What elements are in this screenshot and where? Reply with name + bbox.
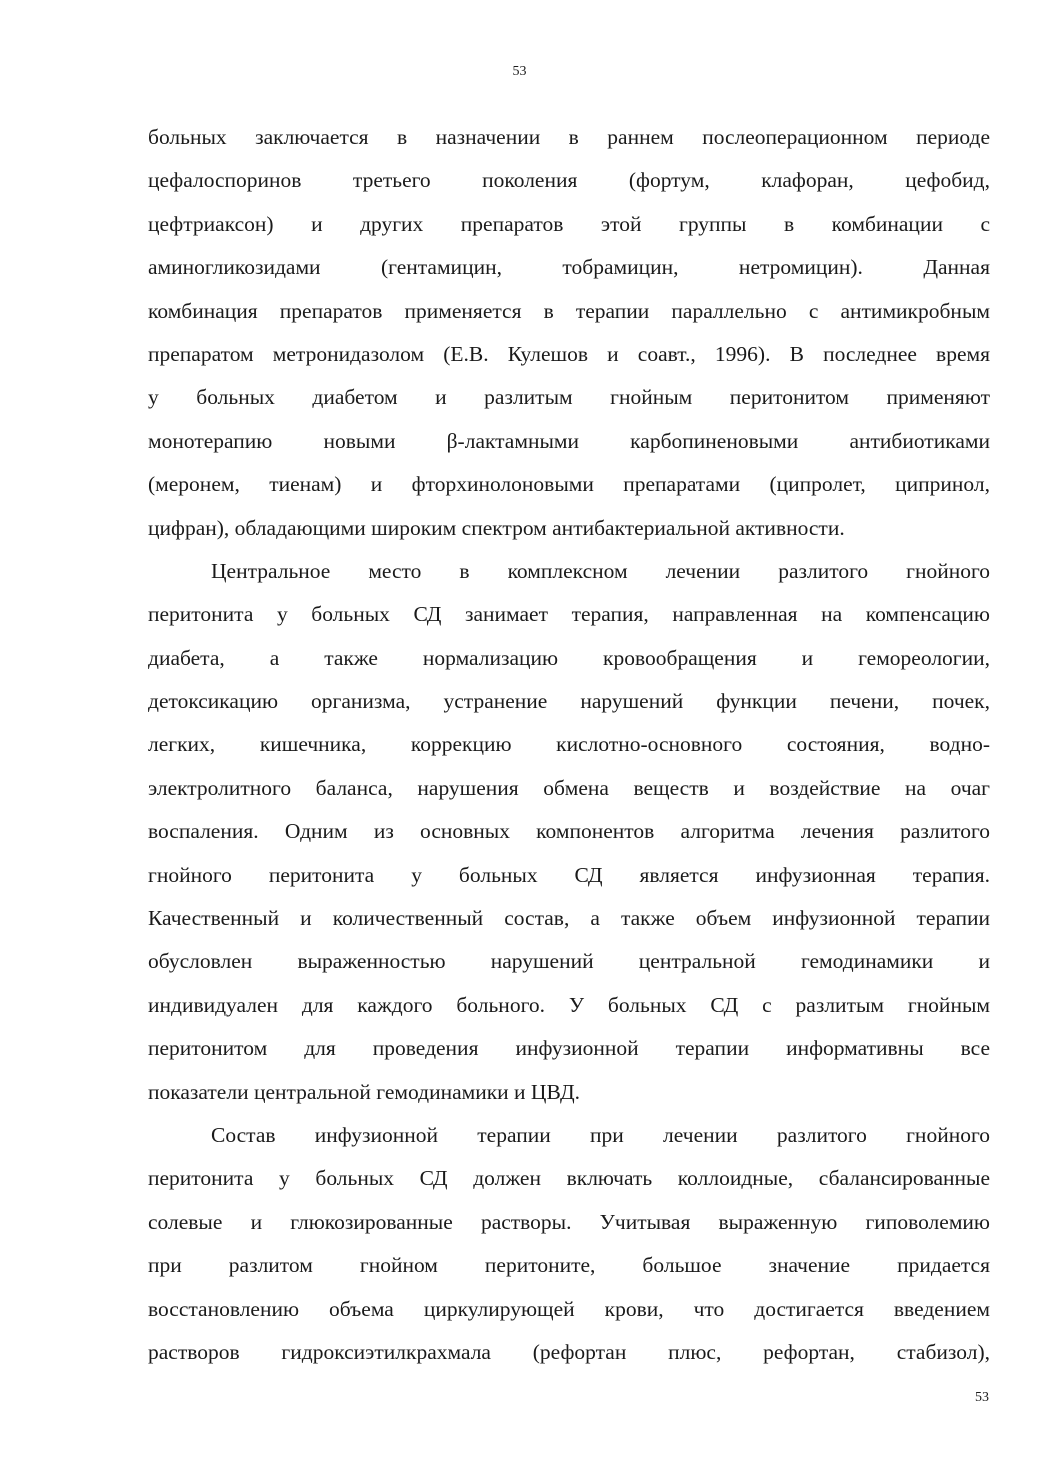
text-line: перитонита у больных СД занимает терапия, направленная на компенсацию xyxy=(148,602,990,627)
text-line: показатели центральной гемодинамики и ЦВД. xyxy=(148,1079,581,1104)
page-number-top: 53 xyxy=(512,64,527,79)
text-line: Центральное место в комплексном лечении разлитого гнойного xyxy=(211,558,990,583)
text-line: у больных диабетом и разлитым гнойным перитонитом применяют xyxy=(148,385,990,410)
text-line: цефтриаксон) и других препаратов этой группы в комбинации с xyxy=(148,211,990,236)
text-line: монотерапию новыми β-лактамными карбопиненовыми антибиотиками xyxy=(148,428,990,453)
text-line: цефалоспоринов третьего поколения (фортум, клафоран, цефобид, xyxy=(148,168,990,193)
text-line: солевые и глюкозированные растворы. Учитывая выраженную гиповолемию xyxy=(148,1209,990,1234)
text-line: электролитного баланса, нарушения обмена веществ и воздействие на очаг xyxy=(148,775,990,800)
text-line: индивидуален для каждого больного. У больных СД с разлитым гнойным xyxy=(148,992,990,1017)
text-line: комбинация препаратов применяется в терапии параллельно с антимикробным xyxy=(148,298,990,323)
text-line: перитонитом для проведения инфузионной терапии информативны все xyxy=(148,1036,990,1061)
text-line: перитонита у больных СД должен включать коллоидные, сбалансированные xyxy=(148,1166,990,1191)
paragraph xyxy=(148,550,990,1114)
text-line: препаратом метронидазолом (Е.В. Кулешов и соавт., 1996). В последнее время xyxy=(148,341,990,366)
text-line: детоксикацию организма, устранение нарушений функции печени, почек, xyxy=(148,689,990,714)
paragraph xyxy=(148,116,990,550)
text-line: воспаления. Одним из основных компонентов алгоритма лечения разлитого xyxy=(148,819,990,844)
page-number-bottom: 53 xyxy=(975,1390,989,1405)
paragraph xyxy=(148,1114,990,1374)
text-line: обусловлен выраженностью нарушений центральной гемодинамики и xyxy=(148,949,990,974)
text-line: Качественный и количественный состав, а также объем инфузионной терапии xyxy=(148,906,990,931)
text-line: аминогликозидами (гентамицин, тобрамицин, нетромицин). Данная xyxy=(148,255,990,280)
text-line: диабета, а также нормализацию кровообращения и гемореологии, xyxy=(148,645,990,670)
text-line: при разлитом гнойном перитоните, большое значение придается xyxy=(148,1253,990,1278)
text-line: Состав инфузионной терапии при лечении разлитого гнойного xyxy=(211,1122,990,1147)
body-text xyxy=(148,116,990,1374)
text-line: растворов гидроксиэтилкрахмала (рефортан плюс, рефортан, стабизол), xyxy=(148,1339,990,1364)
text-line: больных заключается в назначении в раннем послеоперационном периоде xyxy=(148,125,990,149)
text-line: гнойного перитонита у больных СД является инфузионная терапия. xyxy=(148,862,990,887)
text-line: (меронем, тиенам) и фторхинолоновыми препаратами (ципролет, ципринол, xyxy=(148,472,990,497)
text-line: легких, кишечника, коррекцию кислотно-основного состояния, водно- xyxy=(148,732,990,757)
text-line: восстановлению объема циркулирующей крови, что достигается введением xyxy=(148,1296,990,1321)
text-line: цифран), обладающими широким спектром антибактериальной активности. xyxy=(148,515,845,540)
